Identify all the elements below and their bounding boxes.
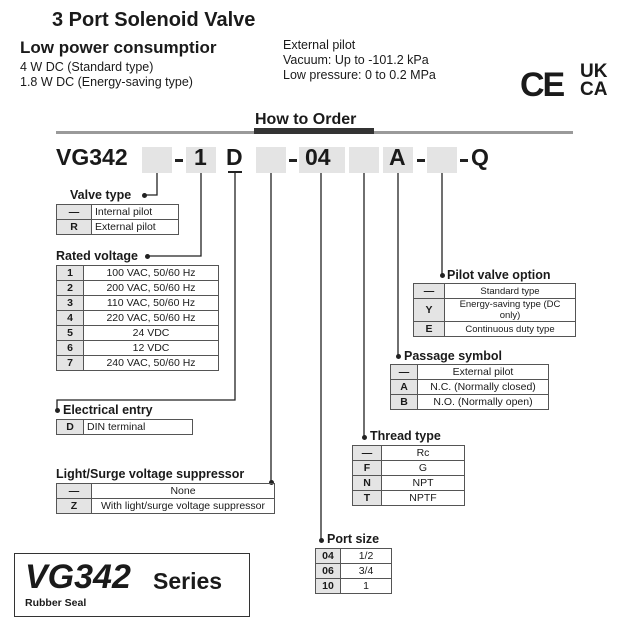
table-cell-code: — bbox=[414, 284, 445, 299]
table-cell-code: 10 bbox=[316, 579, 341, 594]
table-cell-desc: Energy-saving type (DC only) bbox=[445, 299, 576, 322]
table-cell-desc: 220 VAC, 50/60 Hz bbox=[84, 311, 219, 326]
table-cell-code: 3 bbox=[57, 296, 84, 311]
table-row bbox=[391, 395, 549, 410]
table-cell-desc: G bbox=[382, 461, 465, 476]
model-prefix: VG342 bbox=[56, 144, 128, 170]
pilot-line-1: External pilot bbox=[283, 38, 356, 52]
table-row bbox=[414, 322, 576, 337]
table-cell-code: E bbox=[414, 322, 445, 337]
table-row bbox=[57, 341, 219, 356]
table-row bbox=[316, 549, 392, 564]
table-cell-desc: 110 VAC, 50/60 Hz bbox=[84, 296, 219, 311]
table-cell-code: 7 bbox=[57, 356, 84, 371]
table-row bbox=[57, 356, 219, 371]
rated-voltage-label: Rated voltage bbox=[56, 249, 138, 263]
subtitle: Low power consumptior bbox=[20, 38, 217, 57]
table-row bbox=[414, 299, 576, 322]
leader-dot bbox=[396, 354, 401, 359]
table-cell-desc: 24 VDC bbox=[84, 326, 219, 341]
series-note: Rubber Seal bbox=[25, 597, 87, 609]
leader-dot bbox=[319, 538, 324, 543]
table-cell-desc: Rc bbox=[382, 446, 465, 461]
table-cell-code: 1 bbox=[57, 266, 84, 281]
table-cell-desc: Standard type bbox=[445, 284, 576, 299]
table-cell-desc: DIN terminal bbox=[84, 420, 193, 435]
table-cell-desc: 3/4 bbox=[341, 564, 392, 579]
table-cell-code: 06 bbox=[316, 564, 341, 579]
table-cell-desc: 200 VAC, 50/60 Hz bbox=[84, 281, 219, 296]
code-option: Q bbox=[471, 144, 489, 170]
table-cell-desc: External pilot bbox=[418, 365, 549, 380]
table-row bbox=[57, 296, 219, 311]
electrical-entry-table bbox=[56, 419, 193, 435]
table-row bbox=[57, 499, 275, 514]
table-row bbox=[391, 380, 549, 395]
table-cell-code: — bbox=[57, 484, 92, 499]
table-cell-desc: Internal pilot bbox=[92, 205, 179, 220]
leader-dot bbox=[142, 193, 147, 198]
table-row bbox=[57, 205, 179, 220]
table-cell-code: — bbox=[353, 446, 382, 461]
code-passage-symbol: A bbox=[389, 144, 406, 170]
table-cell-code: 5 bbox=[57, 326, 84, 341]
pilot-line-2: Vacuum: Up to -101.2 kPa bbox=[283, 53, 429, 67]
leader-dot bbox=[362, 435, 367, 440]
series-suffix: Series bbox=[153, 568, 223, 594]
suppressor-label: Light/Surge voltage suppressor bbox=[56, 467, 245, 481]
table-cell-code: 04 bbox=[316, 549, 341, 564]
power-line-energy-saving: 1.8 W DC (Energy-saving type) bbox=[20, 75, 193, 89]
pilot-valve-option-label: Pilot valve option bbox=[447, 268, 551, 282]
table-row bbox=[57, 266, 219, 281]
table-cell-desc: Continuous duty type bbox=[445, 322, 576, 337]
table-cell-code: 6 bbox=[57, 341, 84, 356]
suppressor-table bbox=[56, 483, 275, 514]
table-cell-code: R bbox=[57, 220, 92, 235]
code-electrical-entry: D bbox=[226, 144, 243, 170]
table-row bbox=[414, 284, 576, 299]
valve-type-label: Valve type bbox=[70, 188, 132, 202]
table-row bbox=[316, 579, 392, 594]
table-cell-desc: None bbox=[92, 484, 275, 499]
power-line-standard: 4 W DC (Standard type) bbox=[20, 60, 154, 74]
table-cell-code: — bbox=[57, 205, 92, 220]
leader-dot bbox=[145, 254, 150, 259]
table-row bbox=[57, 326, 219, 341]
thread-type-table bbox=[352, 445, 465, 506]
passage-symbol-table bbox=[390, 364, 549, 410]
table-cell-desc: External pilot bbox=[92, 220, 179, 235]
table-cell-desc: With light/surge voltage suppressor bbox=[92, 499, 275, 514]
table-cell-code: Z bbox=[57, 499, 92, 514]
table-row bbox=[57, 311, 219, 326]
table-row bbox=[316, 564, 392, 579]
leader-dot bbox=[55, 408, 60, 413]
table-row bbox=[57, 281, 219, 296]
table-cell-desc: N.O. (Normally open) bbox=[418, 395, 549, 410]
table-row bbox=[353, 461, 465, 476]
series-name: VG342 bbox=[25, 558, 131, 596]
table-cell-code: — bbox=[391, 365, 418, 380]
ukca-mark-icon: UK CA bbox=[580, 61, 608, 100]
page-title: 3 Port Solenoid Valve bbox=[52, 9, 256, 31]
table-row bbox=[57, 484, 275, 499]
pilot-valve-option-table bbox=[413, 283, 576, 337]
table-cell-code: A bbox=[391, 380, 418, 395]
pilot-line-3: Low pressure: 0 to 0.2 MPa bbox=[283, 68, 436, 82]
table-cell-code: 2 bbox=[57, 281, 84, 296]
table-cell-desc: N.C. (Normally closed) bbox=[418, 380, 549, 395]
table-cell-desc: 1 bbox=[341, 579, 392, 594]
table-cell-code: D bbox=[57, 420, 84, 435]
rated-voltage-table bbox=[56, 265, 219, 371]
port-size-label: Port size bbox=[327, 532, 380, 546]
table-row bbox=[57, 420, 193, 435]
table-cell-desc: 1/2 bbox=[341, 549, 392, 564]
valve-type-table bbox=[56, 204, 179, 235]
port-size-table bbox=[315, 548, 392, 594]
table-cell-desc: NPTF bbox=[382, 491, 465, 506]
ce-mark-icon: CE bbox=[520, 66, 564, 104]
table-row bbox=[57, 220, 179, 235]
table-row bbox=[353, 446, 465, 461]
thread-type-label: Thread type bbox=[370, 429, 441, 443]
table-cell-desc: 12 VDC bbox=[84, 341, 219, 356]
table-cell-code: T bbox=[353, 491, 382, 506]
table-cell-desc: 240 VAC, 50/60 Hz bbox=[84, 356, 219, 371]
table-cell-desc: NPT bbox=[382, 476, 465, 491]
table-row bbox=[353, 491, 465, 506]
table-row bbox=[353, 476, 465, 491]
table-cell-code: F bbox=[353, 461, 382, 476]
electrical-entry-label: Electrical entry bbox=[63, 403, 153, 417]
table-cell-code: Y bbox=[414, 299, 445, 322]
table-cell-desc: 100 VAC, 50/60 Hz bbox=[84, 266, 219, 281]
code-voltage: 1 bbox=[194, 144, 207, 170]
how-to-order-heading: How to Order bbox=[255, 111, 357, 128]
table-cell-code: 4 bbox=[57, 311, 84, 326]
leader-dot bbox=[440, 273, 445, 278]
series-box bbox=[14, 553, 250, 617]
table-cell-code: N bbox=[353, 476, 382, 491]
code-port-size: 04 bbox=[305, 144, 331, 170]
table-cell-code: B bbox=[391, 395, 418, 410]
passage-symbol-label: Passage symbol bbox=[404, 349, 502, 363]
table-row bbox=[391, 365, 549, 380]
